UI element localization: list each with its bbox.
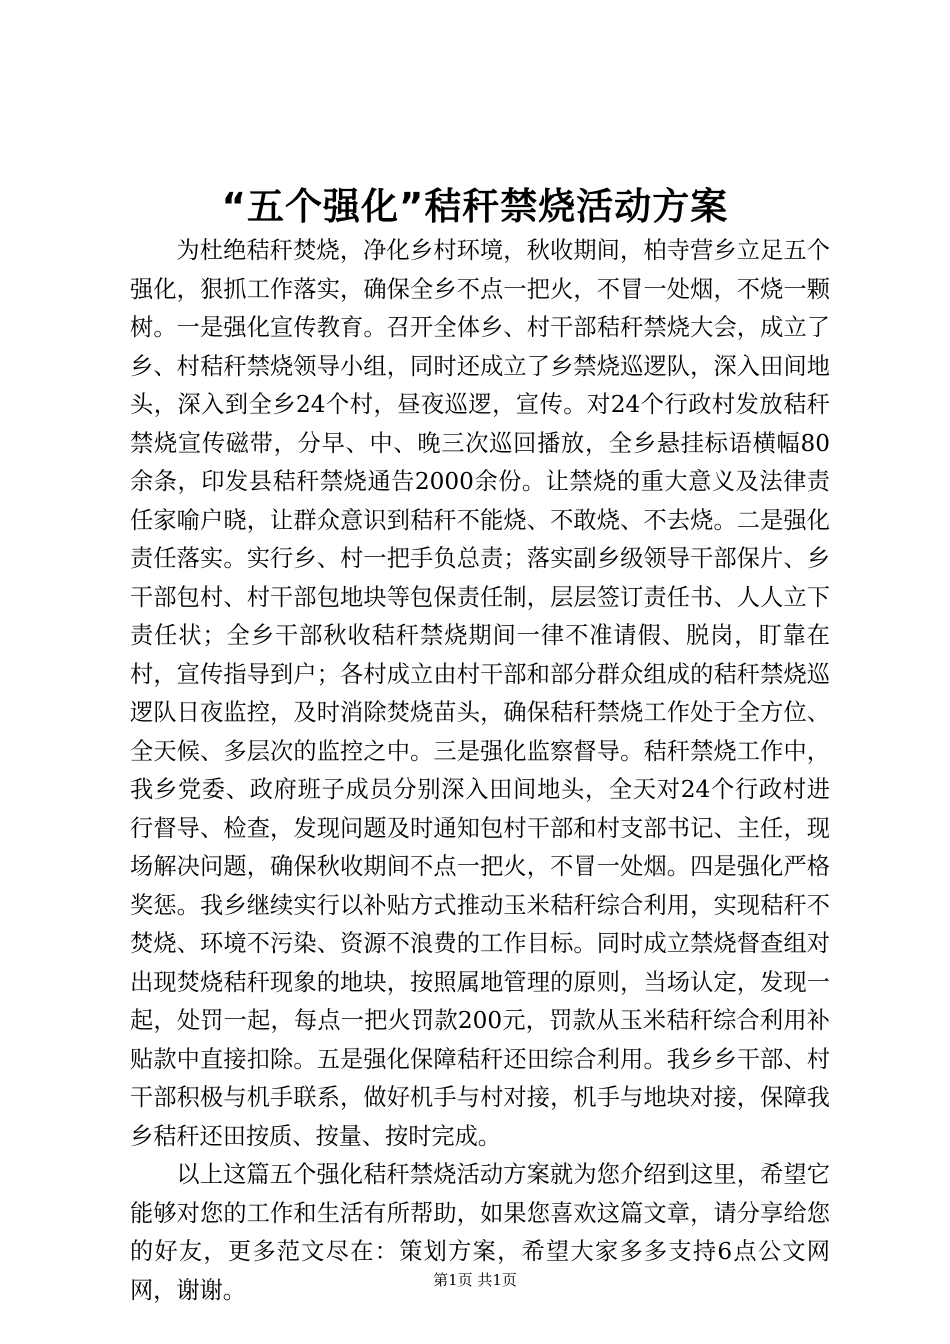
document-body (130, 232, 830, 1310)
page-number-footer: 第1页 共1页 (433, 1271, 517, 1289)
closing-paragraph: 以上这篇五个强化秸秆禁烧活动方案就为您介绍到这里，希望它能够对您的工作和生活有所帮助，如果您喜欢这篇文章，请分享给您的好友，更多范文尽在：策划方案，希望大家多多支持6点公文网网，谢谢。 (130, 1161, 830, 1304)
body-paragraph: 为杜绝秸秆焚烧，净化乡村环境，秋收期间，柏寺营乡立足五个强化，狠抓工作落实，确保全乡不点一把火，不冒一处烟，不烧一颗树。一是强化宣传教育。召开全体乡、村干部秸秆禁烧大会，成立了乡、村秸秆禁烧领导小组，同时还成立了乡禁烧巡逻队，深入田间地头，深入到全乡24个村，昼夜巡逻，宣传。对24个行政村发放秸秆禁烧宣传磁带，分早、中、晚三次巡回播放，全乡悬挂标语横幅80余条，印发县秸秆禁烧通告2000余份。让禁烧的重大意义及法律责任家喻户晓，让群众意识到秸秆不能烧、不敢烧、不去烧。二是强化责任落实。实行乡、村一把手负总责；落实副乡级领导干部保片、乡干部包村、村干部包地块等包保责任制，层层签订责任书、人人立下责任状；全乡干部秋收秸秆禁烧期间一律不准请假、脱岗，盯靠在村，宣传指导到户；各村成立由村干部和部分群众组成的秸秆禁烧巡逻队日夜监控，及时消除焚烧苗头，确保秸秆禁烧工作处于全方位、全天候、多层次的监控之中。三是强化监察督导。秸秆禁烧工作中，我乡党委、政府班子成员分别深入田间地头，全天对24个行政村进行督导、检查，发现问题及时通知包村干部和村支部书记、主任，现场解决问题，确保秋收期间不点一把火，不冒一处烟。四是强化严格奖惩。我乡继续实行以补贴方式推动玉米秸秆综合利用，实现秸秆不焚烧、环境不污染、资源不浪费的工作目标。同时成立禁烧督查组对出现焚烧秸秆现象的地块，按照属地管理的原则，当场认定，发现一起，处罚一起，每点一把火罚款200元，罚款从玉米秸秆综合利用补贴款中直接扣除。五是强化保障秸秆还田综合利用。我乡乡干部、村干部积极与机手联系，做好机手与村对接，机手与地块对接，保障我乡秸秆还田按质、按量、按时完成。 (130, 237, 830, 1150)
document-title: “五个强化”秸秆禁烧活动方案 (221, 185, 729, 228)
